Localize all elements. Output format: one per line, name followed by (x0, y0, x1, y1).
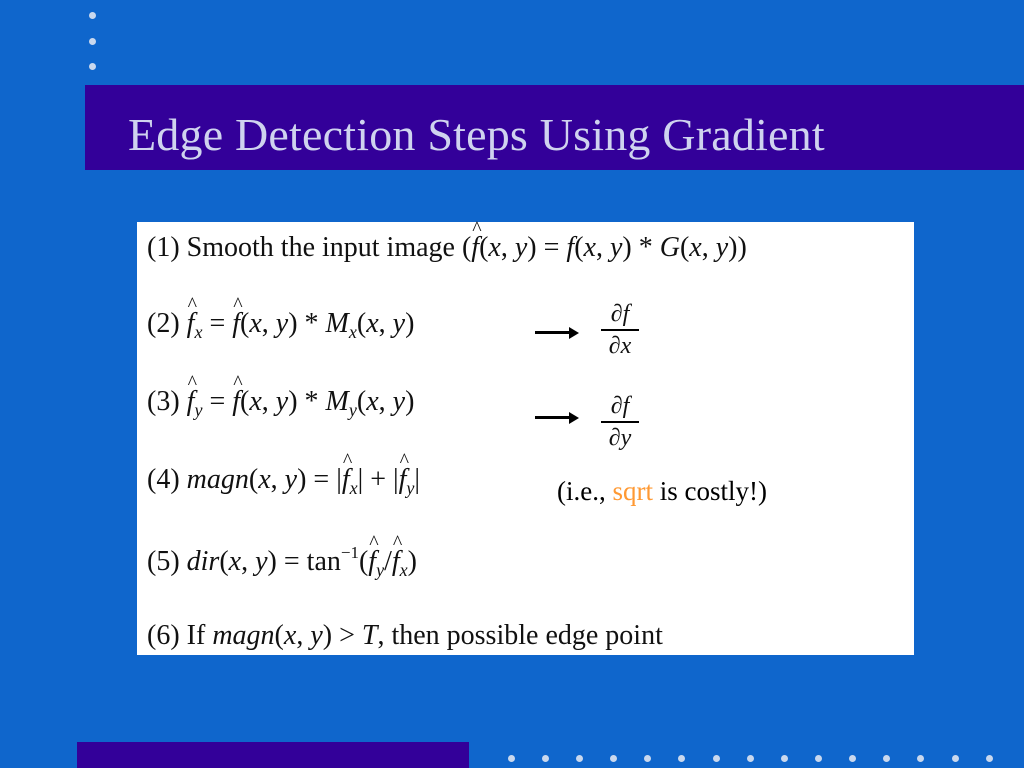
decor-dot (89, 38, 96, 45)
decor-dot (644, 755, 651, 762)
decor-dot (678, 755, 685, 762)
decor-dot (89, 63, 96, 70)
partial-derivative-y: ∂f ∂y (601, 394, 639, 450)
decor-dot (883, 755, 890, 762)
step-formula: dir(x, $y) = \tan^{-1}(\^{}$ $f_y/\^{}$ $f_x$) (187, 546, 417, 577)
note-highlight: sqrt (612, 476, 653, 506)
decor-dot (89, 12, 96, 19)
step-1 (147, 234, 747, 262)
decor-dot (610, 755, 617, 762)
step-number: (4) (147, 464, 180, 495)
decor-dot (917, 755, 924, 762)
step-formula: magn(x, y) = |^ $f_x|$ + |^ $f_y|$ (187, 464, 420, 495)
step-formula: magn(x, y) > T (212, 620, 378, 651)
arrow-right-icon (535, 326, 579, 340)
step-4 (147, 466, 420, 497)
partial-derivative-x: ∂f ∂x (601, 302, 639, 358)
decor-dot (713, 755, 720, 762)
step-number: (2) (147, 308, 180, 339)
step-number: (1) (147, 232, 180, 263)
decor-dot (986, 755, 993, 762)
decor-dot (849, 755, 856, 762)
note-prefix: (i.e., (557, 476, 606, 506)
step-6 (147, 622, 663, 650)
step-text: If (186, 620, 206, 651)
arrow-right-icon (535, 411, 579, 425)
bottom-band (77, 742, 469, 768)
decor-dot (542, 755, 549, 762)
step-number: (5) (147, 546, 180, 577)
step-number: (3) (147, 386, 180, 417)
note-suffix: is costly!) (659, 476, 767, 506)
step-number: (6) (147, 620, 180, 651)
decor-dot (508, 755, 515, 762)
slide-title: Edge Detection Steps Using Gradient (128, 109, 825, 160)
decor-dot (576, 755, 583, 762)
step-formula: ^ $f_x$ = ^ f(x, $y) * M_x(x$, y) (187, 308, 415, 339)
cost-note (557, 476, 767, 507)
step-2 (147, 310, 414, 341)
decor-dot (952, 755, 959, 762)
step-text: , then possible edge point (377, 620, 663, 651)
decor-dot (815, 755, 822, 762)
step-3 (147, 388, 414, 419)
step-5 (147, 544, 417, 579)
decor-dot (781, 755, 788, 762)
step-formula: (^ f(x, y) = f(x, y) * G(x, y)) (462, 232, 747, 263)
step-formula: ^ $f_y$ = ^ f(x, $y) * M_y(x$, y) (187, 386, 415, 417)
formula-panel (137, 222, 914, 655)
step-text: Smooth the input image (186, 232, 455, 263)
decor-dot (747, 755, 754, 762)
